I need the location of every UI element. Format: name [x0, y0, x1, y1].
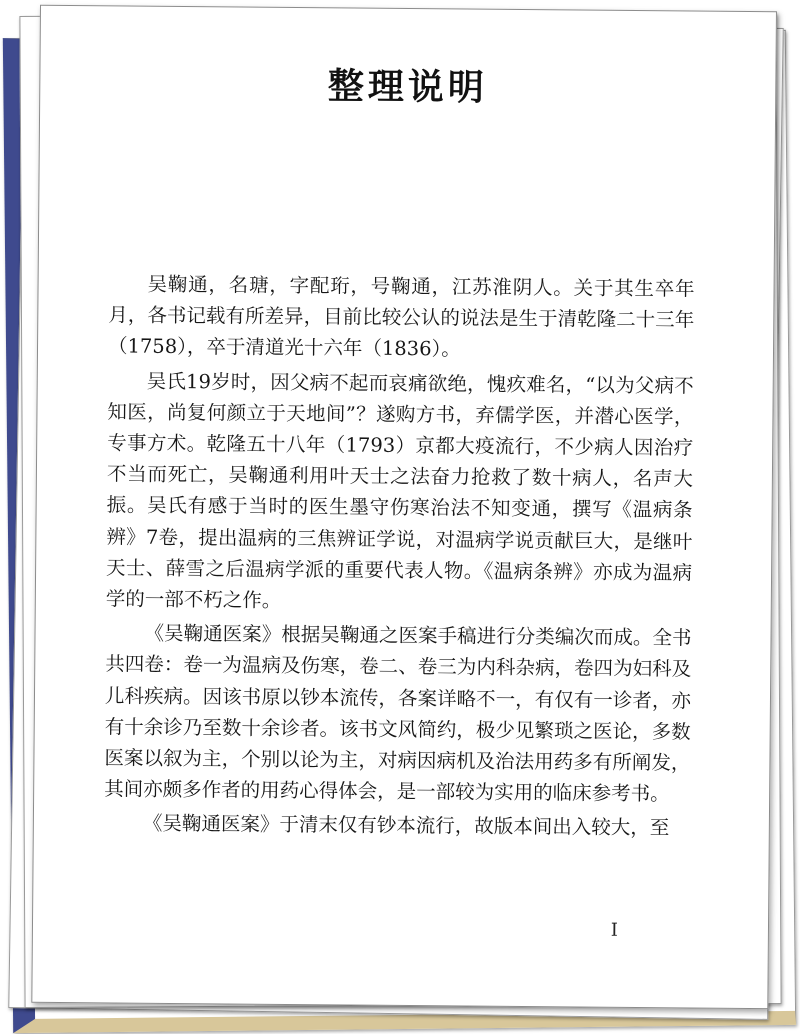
- paragraph: 《吴鞠通医案》根据吴鞠通之医案手稿进行分类编次而成。全书共四卷：卷一为温病及伤寒，卷二、卷三为内科杂病，卷四为妇科及儿科疾病。因该书原以钞本流传，各案详略不一，有仅有一诊者，亦有十余诊乃至数十余诊者。该书文风简约，极少见繁琐之医论，多数医案以叙为主，个别以论为主，对病因病机及治法用药多有所阐发，其间亦颇多作者的用药心得体会，是一部较为实用的临床参考书。: [104, 621, 692, 806]
- page-number: I: [610, 919, 619, 941]
- body-text: [104, 268, 695, 847]
- page-title: 整理说明: [327, 66, 488, 109]
- paragraph: 吴氏19岁时，因父病不起而哀痛欲绝，愧疚难名，“以为父病不知医，尚复何颜立于天地间”？遂购方书，弃儒学医，并潜心医学，专事方术。乾隆五十八年（1793）京都大疫流行，不少病人因治疗不当而死亡，吴鞠通利用叶天士之法奋力抢救了数十病人，名声大振。吴氏有感于当时的医生墨守伤寒治法不知变通，撰写《温病条辨》7卷，提出温病的三焦辨证学说，对温病学说贡献巨大，是继叶天士、薛雪之后温病学派的重要代表人物。《温病条辨》亦成为温病学的一部不朽之作。: [105, 369, 694, 612]
- document-page: [31, 5, 777, 1009]
- paragraph: 《吴鞠通医案》于清末仅有钞本流行，故版本间出入较大，至: [142, 812, 670, 840]
- paragraph: 吴鞠通，名瑭，字配珩，号鞠通，江苏淮阴人。关于其生卒年月，各书记载有所差异，目前比较公认的说法是生于清乾隆二十三年（1758），卒于清道光十六年（1836）。: [107, 272, 695, 361]
